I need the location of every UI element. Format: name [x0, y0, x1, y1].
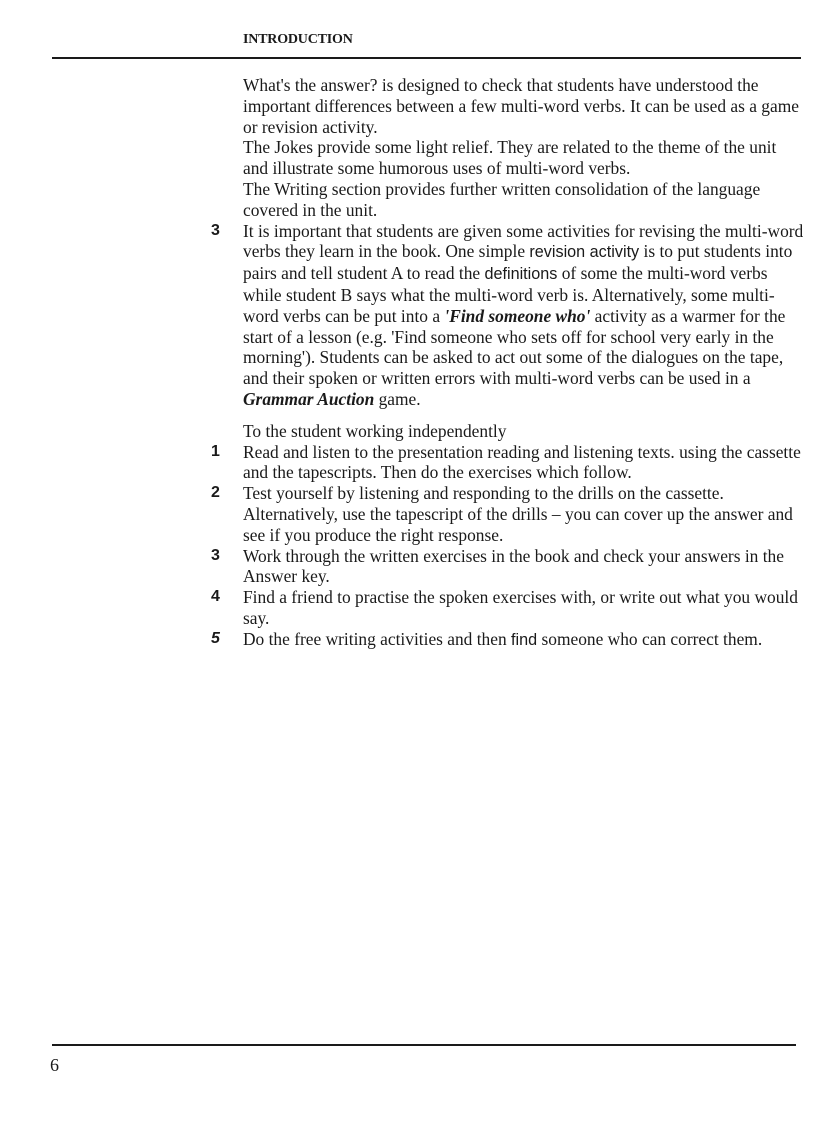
item-number: 3 — [211, 221, 220, 239]
section-gap — [205, 410, 805, 421]
page-body — [205, 75, 805, 651]
paragraph-jokes: The Jokes provide some light relief. They are related to the theme of the unit and illustrate some humorous uses of multi-word verbs. — [243, 137, 777, 179]
emphasis-revision-activity: revision activity — [529, 243, 640, 262]
teacher-item-3 — [205, 221, 805, 410]
paragraph-writing: The Writing section provides further written consolidation of the language covered in the unit. — [243, 178, 761, 220]
item-text: is to put students into pairs and tell student A to read the — [243, 241, 793, 284]
paragraph-whats-the-answer: What's the answer? is designed to check that students have understood the important differences between a few multi-word verbs. It can be used as a game or revision activity. — [243, 75, 799, 137]
item-text: Work through the written exercises in the book and check your answers in the Answer key. — [243, 545, 784, 587]
emphasis-find: find — [511, 630, 538, 649]
activity-find-someone-who: 'Find someone who' — [444, 305, 591, 326]
item-number: 3 — [211, 546, 220, 564]
student-item-4 — [205, 587, 805, 629]
page-number: 6 — [50, 1055, 59, 1075]
item-text: of some the multi-word verbs while student B says what the multi-word verb is. Alternatively, some multi-word verbs can be put into a — [243, 263, 775, 326]
item-text: game. — [374, 388, 421, 409]
item-text: Test yourself by listening and responding to the drills on the cassette. Alternatively, use the tapescript of the drills – you can cover up the answer and see if you produce the right response. — [243, 483, 793, 545]
activity-grammar-auction: Grammar Auction — [243, 388, 375, 409]
item-text: It is important that students are given some activities for revising the multi-word verbs they learn in the book. One simple — [243, 220, 804, 262]
header-rule — [52, 57, 801, 59]
item-text: Do the free writing activities and then — [243, 628, 512, 649]
student-section-heading: To the student working independently — [243, 420, 507, 441]
student-item-1 — [205, 442, 805, 484]
item-number: 5 — [211, 629, 220, 647]
running-head: INTRODUCTION — [243, 32, 353, 47]
item-number: 1 — [211, 442, 220, 460]
item-text: Read and listen to the presentation reading and listening texts. using the cassette and the tapescripts. Then do the exercises which follow. — [243, 441, 801, 483]
item-text: Find a friend to practise the spoken exercises with, or write out what you would say. — [243, 587, 798, 628]
student-item-5 — [205, 629, 805, 651]
item-text: someone who can correct them. — [537, 628, 763, 649]
item-text: activity as a warmer for the start of a lesson (e.g. 'Find someone who sets off for school very early in the morning'). Students can be asked to act out some of the dialogues on the tape, and their spoken or written errors with multi-word verbs can be used in a — [243, 305, 786, 389]
item-number: 2 — [211, 484, 220, 502]
student-item-2 — [205, 483, 805, 545]
emphasis-definitions: definitions — [484, 265, 558, 284]
item-number: 4 — [211, 588, 220, 606]
footer-rule — [52, 1044, 796, 1046]
student-item-3 — [205, 546, 805, 588]
